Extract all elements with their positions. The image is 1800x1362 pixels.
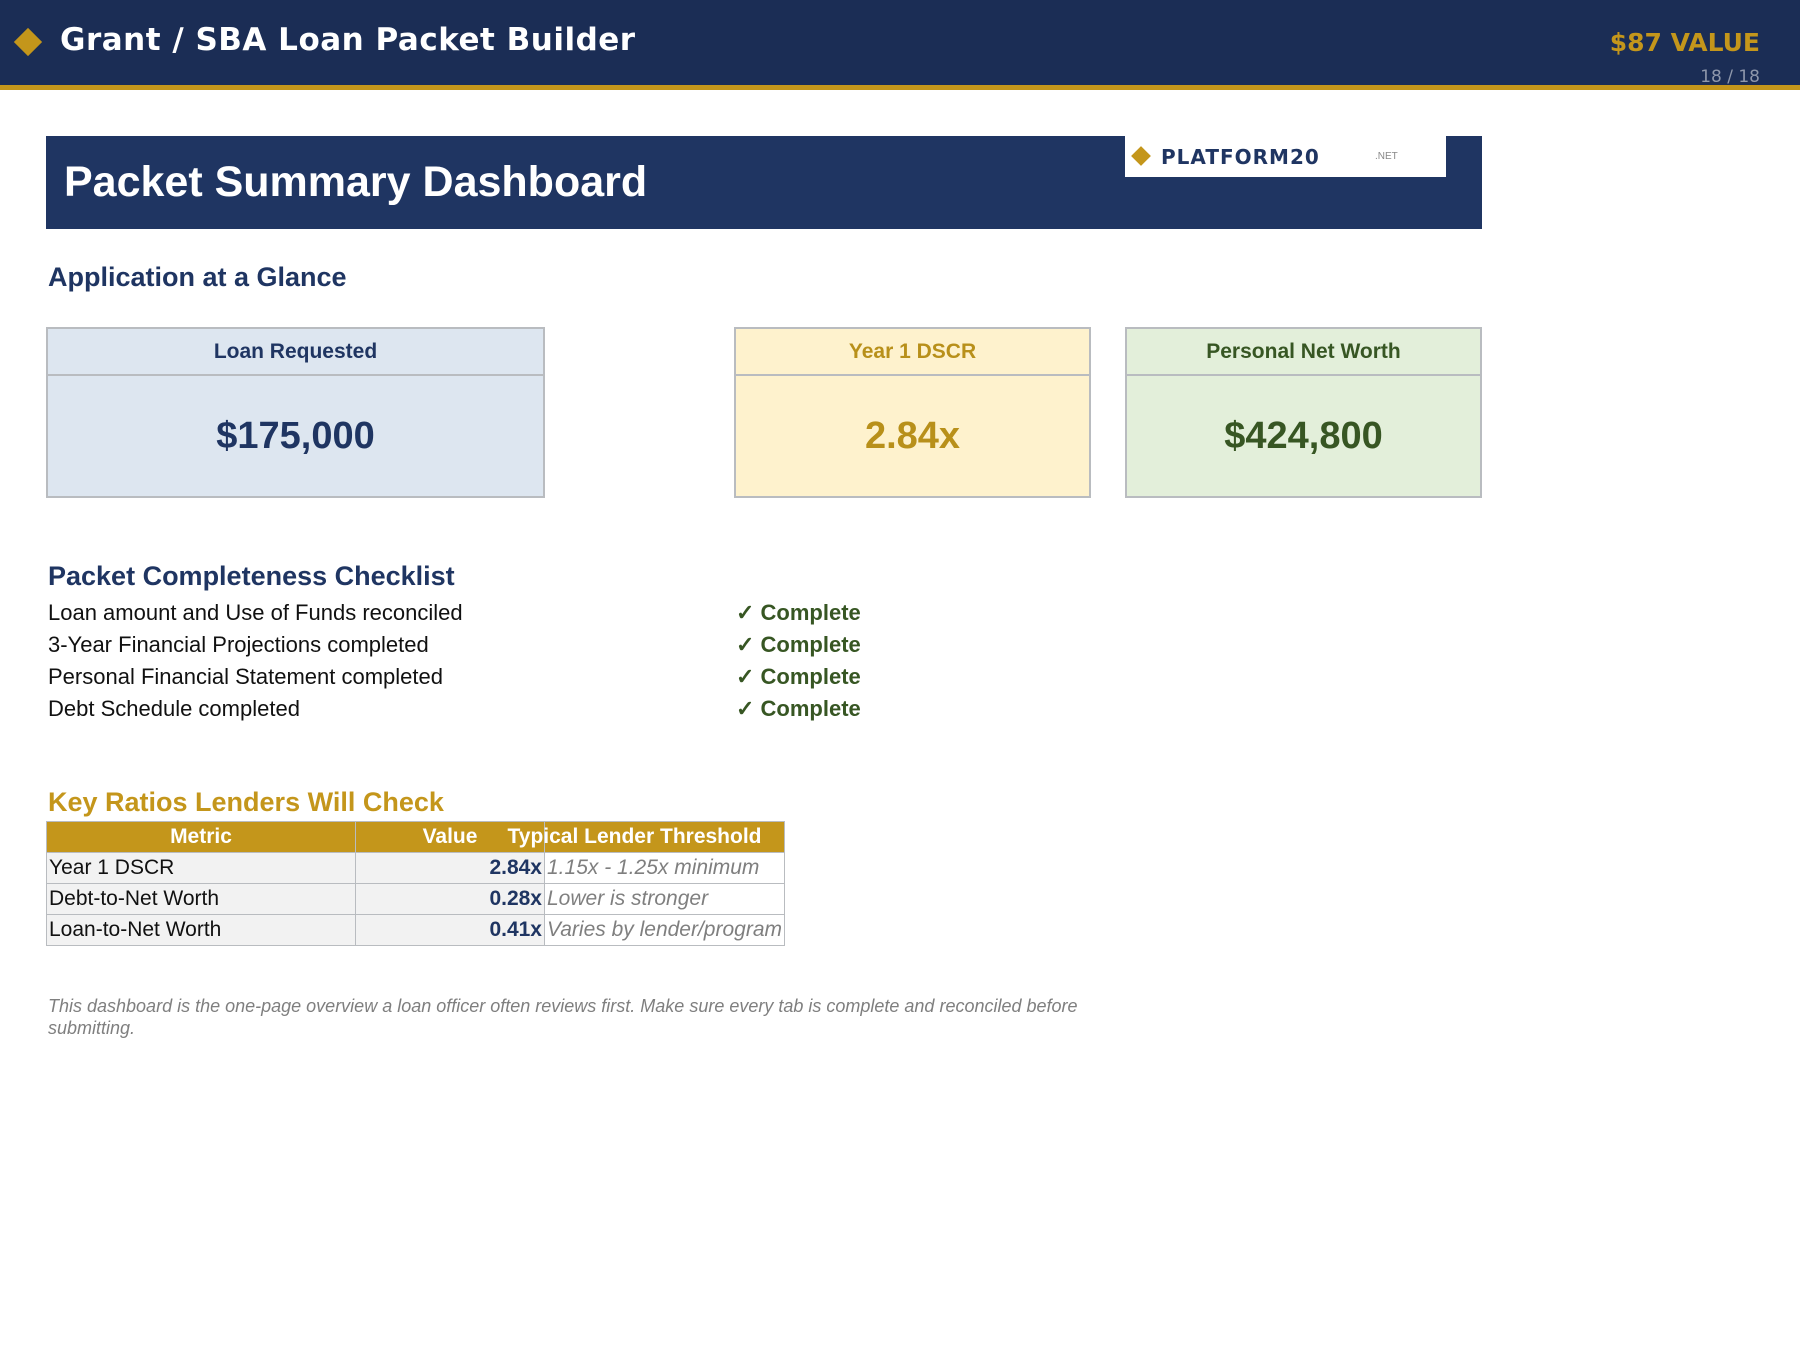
logo-name: PLATFORM20: [1161, 145, 1320, 169]
metric-cell: Year 1 DSCR: [47, 853, 356, 884]
table-row: [47, 915, 785, 946]
column-header-metric: Metric: [47, 822, 356, 853]
threshold-cell: Varies by lender/program: [545, 915, 785, 946]
checklist-item-label: Personal Financial Statement completed: [48, 664, 443, 689]
metric-cell: Loan-to-Net Worth: [47, 915, 356, 946]
checklist-item-label: 3-Year Financial Projections completed: [48, 632, 429, 657]
value-cell: 0.28x: [356, 884, 545, 915]
diamond-logo-icon: [14, 28, 42, 56]
column-header-threshold: [507, 822, 785, 853]
card-label: Loan Requested: [48, 329, 543, 376]
dscr-card: [734, 327, 1091, 498]
ratios-table: [46, 821, 785, 946]
table-row: [47, 853, 785, 884]
app-title: Grant / SBA Loan Packet Builder: [60, 22, 636, 58]
dashboard-footnote: This dashboard is the one-page overview a loan officer often reviews first. Make sure every tab is complete and reconciled before submitting.: [48, 996, 1078, 1038]
threshold-header-text: Typical Lender Threshold: [507, 825, 762, 848]
table-row: [47, 884, 785, 915]
page-indicator: 18 / 18: [1700, 67, 1760, 87]
platform-logo: [1125, 136, 1446, 177]
card-label: Personal Net Worth: [1127, 329, 1480, 376]
ratios-title: Key Ratios Lenders Will Check: [48, 787, 444, 817]
checklist-item-status: ✓ Complete: [736, 696, 861, 721]
value-cell: 2.84x: [356, 853, 545, 884]
checklist-item-status: ✓ Complete: [736, 632, 861, 657]
value-cell: 0.41x: [356, 915, 545, 946]
app-header: [0, 0, 1800, 90]
checklist-item-label: Debt Schedule completed: [48, 696, 300, 721]
card-value: $175,000: [216, 415, 375, 457]
card-value: 2.84x: [864, 415, 961, 457]
diamond-icon: [1131, 146, 1151, 166]
table-header-row: [47, 822, 785, 853]
threshold-cell: Lower is stronger: [545, 884, 785, 915]
checklist-item-label: Loan amount and Use of Funds reconciled: [48, 600, 463, 625]
checklist-item-status: ✓ Complete: [736, 664, 861, 689]
checklist-title: Packet Completeness Checklist: [48, 561, 455, 591]
column-header-value: Value: [356, 822, 545, 853]
value-badge: $87 VALUE: [1609, 28, 1760, 57]
logo-suffix: .NET: [1375, 151, 1398, 162]
threshold-cell: 1.15x - 1.25x minimum: [545, 853, 785, 884]
loan-requested-card: [46, 327, 545, 498]
checklist-item-status: ✓ Complete: [736, 600, 861, 625]
metric-cell: Debt-to-Net Worth: [47, 884, 356, 915]
page-title: Packet Summary Dashboard: [64, 158, 648, 206]
glance-title: Application at a Glance: [48, 262, 347, 292]
card-value: $424,800: [1224, 415, 1383, 457]
card-label: Year 1 DSCR: [736, 329, 1089, 376]
net-worth-card: [1125, 327, 1482, 498]
